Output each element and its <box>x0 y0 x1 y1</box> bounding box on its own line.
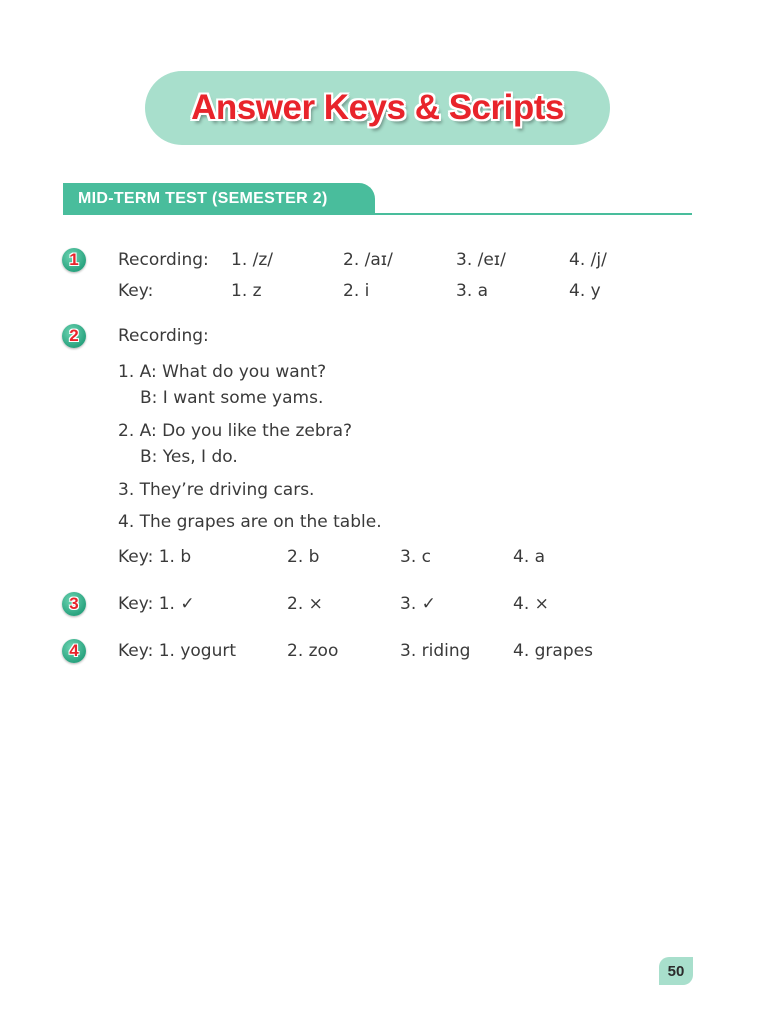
q1-recording-item: 1. /z/ <box>231 250 274 270</box>
page-title: Answer Keys & Scripts <box>191 88 564 127</box>
q2-script-line: 1. A: What do you want? <box>118 362 327 382</box>
q3-key-item: 4. × <box>513 594 549 614</box>
q1-key-item: 4. y <box>569 281 601 301</box>
q3-key-item: Key: 1. ✓ <box>118 594 195 614</box>
q3-key-item: 2. × <box>287 594 323 614</box>
q4-key-item: 3. riding <box>400 641 471 661</box>
q1-recording-label: Recording: <box>118 250 209 270</box>
page-number: 50 <box>659 957 693 985</box>
q2-script-line: 3. They’re driving cars. <box>118 480 315 500</box>
q1-key-item: 2. i <box>343 281 370 301</box>
q1-key-item: 3. a <box>456 281 489 301</box>
q1-key-item: 1. z <box>231 281 262 301</box>
q2-recording-label: Recording: <box>118 326 209 346</box>
question-3-badge: 3 <box>62 592 86 616</box>
q4-key-item: 4. grapes <box>513 641 593 661</box>
q1-recording-item: 4. /j/ <box>569 250 607 270</box>
q2-key-item: Key: 1. b <box>118 547 192 567</box>
q2-key-item: 4. a <box>513 547 546 567</box>
q3-key-item: 3. ✓ <box>400 594 436 614</box>
question-1-badge: 1 <box>62 248 86 272</box>
q1-recording-item: 2. /aɪ/ <box>343 250 393 270</box>
q2-script-line: 2. A: Do you like the zebra? <box>118 421 353 441</box>
title-banner <box>145 71 610 145</box>
q2-script-line: 4. The grapes are on the table. <box>118 512 382 532</box>
question-4-badge: 4 <box>62 639 86 663</box>
q2-script-line: B: I want some yams. <box>140 388 324 408</box>
q2-script-line: B: Yes, I do. <box>140 447 238 467</box>
q1-key-label: Key: <box>118 281 154 301</box>
q1-recording-item: 3. /eɪ/ <box>456 250 506 270</box>
q4-key-item: Key: 1. yogurt <box>118 641 237 661</box>
section-title: MID-TERM TEST (SEMESTER 2) <box>78 190 328 207</box>
question-2-badge: 2 <box>62 324 86 348</box>
q2-key-item: 3. c <box>400 547 431 567</box>
q4-key-item: 2. zoo <box>287 641 339 661</box>
section-divider <box>63 213 692 215</box>
q2-key-item: 2. b <box>287 547 320 567</box>
